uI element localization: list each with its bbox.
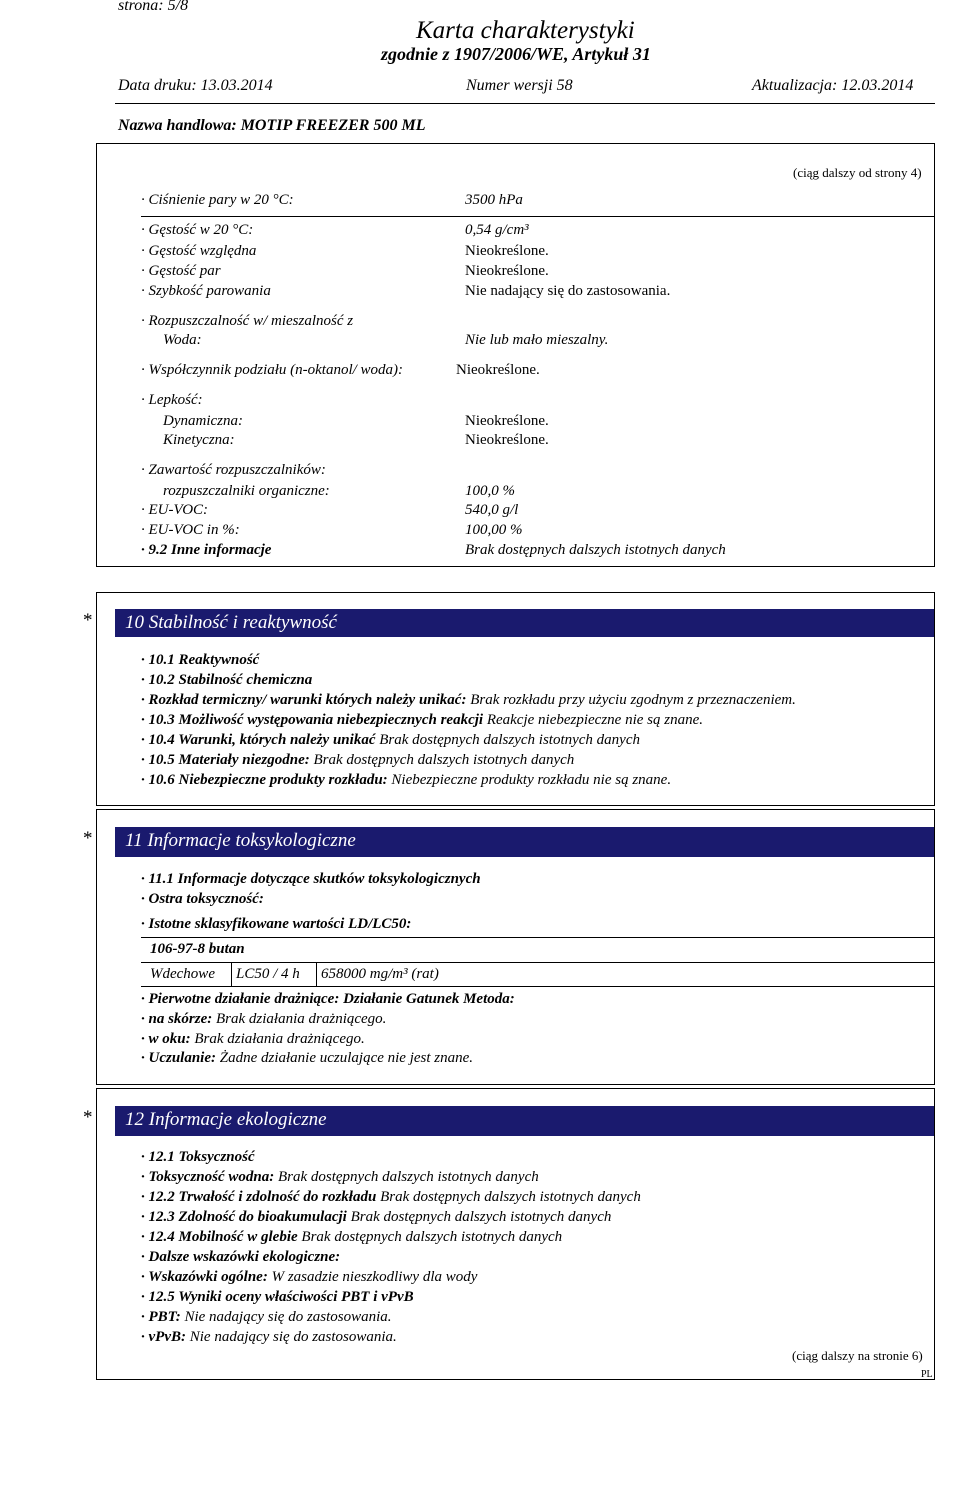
s11-line: · Ostra toksyczność: <box>141 891 264 907</box>
language-code: PL <box>921 1369 933 1380</box>
s12-label: · vPvB: <box>141 1329 186 1345</box>
s12-value: Brak dostępnych dalszych istotnych danych <box>380 1189 641 1205</box>
trade-name: Nazwa handlowa: MOTIP FREEZER 500 ML <box>118 117 426 134</box>
s12-line: · Dalsze wskazówki ekologiczne: <box>141 1249 341 1265</box>
s11-value: Brak działania drażniącego. <box>216 1011 387 1027</box>
revision-marker: * <box>83 1107 93 1128</box>
s10-label: · 10.6 Niebezpieczne produkty rozkładu: <box>141 772 388 788</box>
eu-voc-percent-label: · EU-VOC in %: <box>141 522 240 538</box>
other-info-label: · 9.2 Inne informacje <box>141 542 272 558</box>
solubility-label: · Rozpuszczalność w/ mieszalność z <box>141 313 354 329</box>
s12-line: · 12.1 Toksyczność <box>141 1149 255 1165</box>
page-number: strona: 5/8 <box>118 0 189 14</box>
relative-density-label: · Gęstość względna <box>141 243 257 259</box>
s10-label: · Rozkład termiczny/ warunki których należy unikać: <box>141 692 467 708</box>
section-10-title: 10 Stabilność i reaktywność <box>125 612 337 633</box>
dynamic-label: Dynamiczna: <box>163 413 243 429</box>
s10-value: Brak rozkładu przy użyciu zgodnym z przeznaczeniem. <box>470 692 796 708</box>
s10-label: · 10.4 Warunki, których należy unikać <box>141 732 376 748</box>
eu-voc-label: · EU-VOC: <box>141 502 209 518</box>
update-date: Aktualizacja: 12.03.2014 <box>752 77 914 94</box>
viscosity-label: · Lepkość: <box>141 392 203 408</box>
s11-line: · 11.1 Informacje dotyczące skutków toksykologicznych <box>141 871 481 887</box>
evaporation-value: Nie nadający się do zastosowania. <box>465 283 671 299</box>
continued-to: (ciąg dalszy na stronie 6) <box>792 1348 923 1363</box>
eu-voc-percent-value: 100,00 % <box>465 522 523 538</box>
s12-value: Brak dostępnych dalszych istotnych danych <box>301 1229 563 1245</box>
vapor-pressure-label: · Ciśnienie pary w 20 °C: <box>141 192 294 208</box>
s12-label: · PBT: <box>141 1309 181 1325</box>
s12-value: Brak dostępnych dalszych istotnych danych <box>350 1209 612 1225</box>
s11-label: · Uczulanie: <box>141 1050 216 1066</box>
evaporation-label: · Szybkość parowania <box>141 283 271 299</box>
s10-value: Brak dostępnych dalszych istotnych danych <box>313 752 575 768</box>
organic-solvents-value: 100,0 % <box>465 483 515 499</box>
dynamic-value: Nieokreślone. <box>465 413 549 429</box>
print-date: Data druku: 13.03.2014 <box>118 77 273 94</box>
exposure-route: Wdechowe <box>150 966 215 982</box>
header-divider <box>115 103 935 104</box>
table-rule-top <box>141 937 935 938</box>
partition-label: · Współczynnik podziału (n-oktanol/ woda): <box>141 362 404 378</box>
s12-line: · 12.5 Wyniki oceny właściwości PBT i vPvB <box>141 1289 414 1305</box>
s12-label: · 12.3 Zdolność do bioakumulacji <box>141 1209 347 1225</box>
relative-density-value: Nieokreślone. <box>465 243 549 259</box>
lc50-value: 658000 mg/m³ (rat) <box>321 966 439 982</box>
version-number: Numer wersji 58 <box>466 77 573 94</box>
s10-line: · 10.1 Reaktywność <box>141 652 260 668</box>
partition-value: Nieokreślone. <box>456 362 540 378</box>
table-cell-divider <box>316 962 317 986</box>
water-label: Woda: <box>163 332 202 348</box>
organic-solvents-label: rozpuszczalniki organiczne: <box>163 483 330 499</box>
substance-name: 106-97-8 butan <box>150 941 245 957</box>
s12-value: Brak dostępnych dalszych istotnych danych <box>277 1169 539 1185</box>
s11-value: Żadne działanie uczulające nie jest znane. <box>219 1050 474 1066</box>
s12-label: · Toksyczność wodna: <box>141 1169 275 1185</box>
document-title: Karta charakterystyki <box>416 17 635 44</box>
row-divider <box>141 216 935 217</box>
solvent-content-label: · Zawartość rozpuszczalników: <box>141 462 326 478</box>
density-value: 0,54 g/cm³ <box>465 222 529 238</box>
s11-label: · w oku: <box>141 1031 191 1047</box>
eu-voc-value: 540,0 g/l <box>465 502 519 518</box>
s12-label: · 12.4 Mobilność w glebie <box>141 1229 298 1245</box>
s10-label: · 10.5 Materiały niezgodne: <box>141 752 310 768</box>
s11-line: · Pierwotne działanie drażniące: Działanie Gatunek Metoda: <box>141 991 515 1007</box>
s12-label: · Wskazówki ogólne: <box>141 1269 268 1285</box>
table-cell-divider <box>231 962 232 986</box>
water-value: Nie lub mało mieszalny. <box>465 332 609 348</box>
vapor-density-value: Nieokreślone. <box>465 263 549 279</box>
revision-marker: * <box>83 828 93 849</box>
s11-line: · Istotne sklasyfikowane wartości LD/LC50: <box>141 916 412 932</box>
s11-value: Brak działania drażniącego. <box>194 1031 365 1047</box>
density-label: · Gęstość w 20 °C: <box>141 222 254 238</box>
kinematic-value: Nieokreślone. <box>465 432 549 448</box>
kinematic-label: Kinetyczna: <box>163 432 235 448</box>
s12-label: · 12.2 Trwałość i zdolność do rozkładu <box>141 1189 377 1205</box>
section-11-title: 11 Informacje toksykologiczne <box>125 830 356 851</box>
table-rule-bottom <box>141 986 935 987</box>
test-type: LC50 / 4 h <box>236 966 300 982</box>
other-info-value: Brak dostępnych dalszych istotnych danych <box>465 542 726 558</box>
s10-label: · 10.3 Możliwość występowania niebezpiecznych reakcji <box>141 712 484 728</box>
s12-value: Nie nadający się do zastosowania. <box>189 1329 397 1345</box>
s11-label: · na skórze: <box>141 1011 213 1027</box>
s10-value: Niebezpieczne produkty rozkładu nie są znane. <box>391 772 672 788</box>
s10-value: Brak dostępnych dalszych istotnych danych <box>379 732 640 748</box>
revision-marker: * <box>83 610 93 631</box>
document-subtitle: zgodnie z 1907/2006/WE, Artykuł 31 <box>381 44 651 64</box>
table-rule <box>141 962 935 963</box>
continued-from: (ciąg dalszy od strony 4) <box>793 165 922 180</box>
s12-value: Nie nadający się do zastosowania. <box>184 1309 392 1325</box>
section-12-title: 12 Informacje ekologiczne <box>125 1109 327 1130</box>
s10-line: · 10.2 Stabilność chemiczna <box>141 672 313 688</box>
s10-value: Reakcje niebezpieczne nie są znane. <box>486 712 703 728</box>
vapor-pressure-value: 3500 hPa <box>465 192 523 208</box>
vapor-density-label: · Gęstość par <box>141 263 221 279</box>
s12-value: W zasadzie nieszkodliwy dla wody <box>271 1269 478 1285</box>
